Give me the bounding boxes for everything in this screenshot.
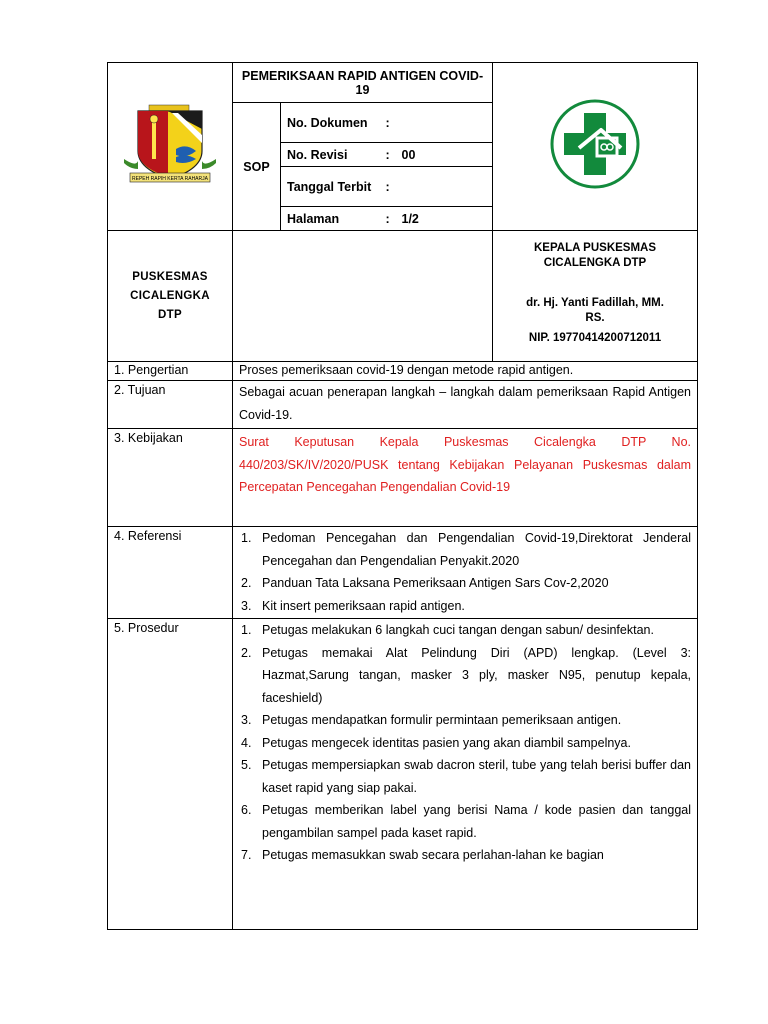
section-label-tujuan: 2. Tujuan: [108, 381, 233, 429]
head-name-line-1: dr. Hj. Yanti Fadillah, MM.: [526, 297, 664, 309]
section-label-kebijakan: 3. Kebijakan: [108, 429, 233, 527]
head-name-line-2: RS.: [585, 312, 605, 324]
list-item: 2. Petugas memakai Alat Pelindung Diri (APD) lengkap. (Level 3: Hazmat,Sarung tangan, masker 3 ply, masker N95, penutup kepala, faceshield): [241, 645, 692, 705]
list-item: 1. Petugas melakukan 6 langkah cuci tangan dengan sabun/ desinfektan.: [241, 623, 654, 637]
meta-value-halaman: : 1/2: [384, 207, 493, 231]
section-text-tujuan: Sebagai acuan penerapan langkah – langkah dalam pemeriksaan Rapid Antigen Covid-19.: [233, 381, 698, 429]
meta-value-no-revisi: : 00: [384, 143, 493, 167]
section-label-prosedur: 5. Prosedur: [108, 619, 233, 930]
sop-table: [107, 62, 698, 930]
head-title-line-1: KEPALA PUSKESMAS: [533, 242, 657, 254]
list-item: 3. Kit insert pemeriksaan rapid antigen.: [241, 598, 465, 613]
meta-value-tanggal-terbit: :: [384, 167, 493, 207]
puskesmas-logo-icon: [549, 98, 641, 190]
document-title: PEMERIKSAAN RAPID ANTIGEN COVID-19: [233, 63, 493, 103]
head-signature-block: [493, 231, 698, 362]
list-item: 3. Petugas mendapatkan formulir permintaan pemeriksaan antigen.: [241, 713, 622, 727]
regency-emblem-icon: [116, 99, 224, 189]
meta-label-halaman: Halaman: [281, 207, 384, 231]
meta-label-no-dokumen: No. Dokumen: [281, 103, 384, 143]
list-item: 4. Petugas mengecek identitas pasien yang akan diambil sampelnya.: [241, 735, 631, 750]
section-list-prosedur: [233, 619, 698, 930]
list-item: 5. Petugas mempersiapkan swab dacron steril, tube yang telah berisi buffer dan kaset rapid yang siap pakai.: [241, 758, 692, 795]
list-item: 2. Panduan Tata Laksana Pemeriksaan Antigen Sars Cov-2,2020: [241, 576, 609, 590]
section-label-pengertian: 1. Pengertian: [108, 362, 233, 381]
section-list-referensi: [233, 527, 698, 619]
meta-value-no-dokumen: :: [384, 103, 493, 143]
section-text-kebijakan: Surat Keputusan Kepala Puskesmas Cicalengka DTP No. 440/203/SK/IV/2020/PUSK tentang Kebijakan Pelayanan Puskesmas dalam Percepatan Pencegahan Pengendalian Covid-19: [233, 429, 698, 527]
sop-document: [107, 62, 697, 932]
list-item: 7. Petugas memasukkan swab secara perlahan-lahan ke bagian: [241, 848, 604, 862]
puskesmas-logo-cell: [493, 63, 698, 231]
section-text-pengertian: Proses pemeriksaan covid-19 dengan metode rapid antigen.: [233, 362, 698, 381]
head-title-line-2: CICALENGKA DTP: [543, 257, 647, 269]
list-item: 1. Pedoman Pencegahan dan Pengendalian Covid-19,Direktorat Jenderal Pencegahan dan Pengendalian Penyakit.2020: [241, 531, 692, 568]
head-nip: NIP. 19770414200712011: [528, 332, 662, 344]
regency-motto: REPEH RAPIH KERTA RAHARJA: [132, 176, 208, 182]
section-label-referensi: 4. Referensi: [108, 527, 233, 619]
regency-logo-cell: [108, 63, 233, 231]
puskesmas-name: PUSKESMAS CICALENGKA DTP: [108, 231, 233, 362]
meta-label-no-revisi: No. Revisi: [281, 143, 384, 167]
list-item: 6. Petugas memberikan label yang berisi Nama / kode pasien dan tanggal pengambilan sampel pada kaset rapid.: [241, 803, 692, 840]
sop-label: SOP: [233, 103, 281, 231]
blank-signature-area: [233, 231, 493, 362]
meta-label-tanggal-terbit: Tanggal Terbit: [281, 167, 384, 207]
